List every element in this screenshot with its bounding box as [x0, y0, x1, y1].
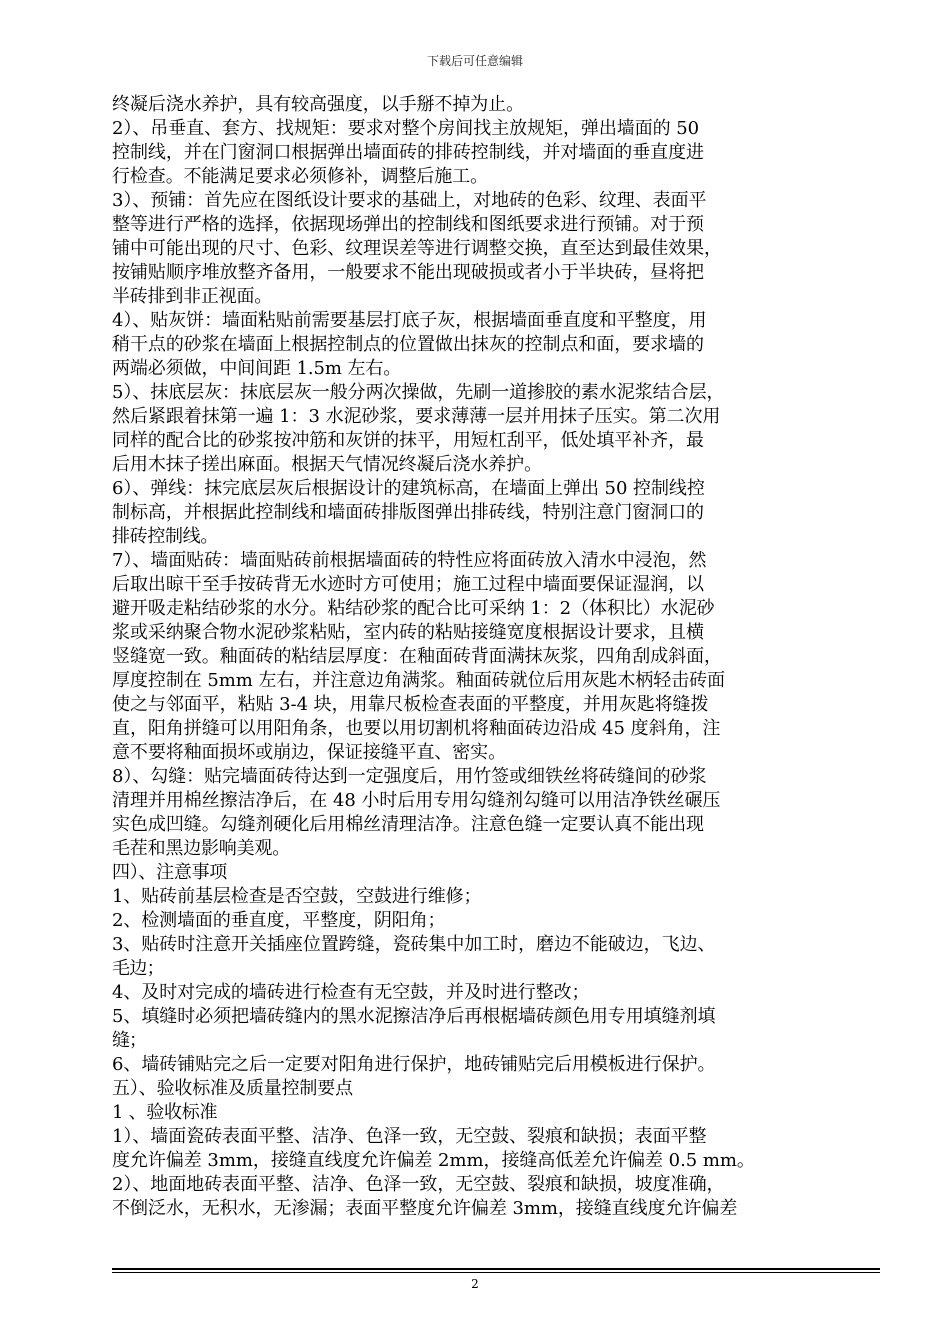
text-line: 1、贴砖前基层检查是否空鼓，空鼓进行维修； — [112, 886, 482, 907]
text-line: 避开吸走粘结砂浆的水分。粘结砂浆的配合比可采纳 1：2（体积比）水泥砂 — [112, 598, 715, 619]
text-line: 五）、验收标准及质量控制要点 — [112, 1078, 353, 1099]
text-line: 稍干点的砂浆在墙面上根据控制点的位置做出抹灰的控制点和面，要求墙的 — [112, 334, 704, 355]
text-line: 6）、弹线：抹完底层灰后根据设计的建筑标高，在墙面上弹出 50 控制线控 — [112, 478, 705, 499]
text-line: 浆或采纳聚合物水泥砂浆粘贴，室内砖的粘贴接缝宽度根据设计要求，且横 — [112, 622, 704, 643]
text-line: 毛茬和黑边影响美观。 — [112, 838, 290, 859]
text-line: 排砖控制线。 — [112, 526, 218, 547]
text-line: 实色成凹缝。勾缝剂硬化后用棉丝清理洁净。注意色缝一定要认真不能出现 — [112, 814, 704, 835]
page-header: 下载后可任意编辑 — [426, 54, 523, 68]
page-number: 2 — [471, 1277, 479, 1291]
text-line: 2）、地面地砖表面平整、洁净、色泽一致，无空鼓、裂痕和缺损，坡度准确， — [112, 1174, 725, 1195]
text-line: 竖缝宽一致。釉面砖的粘结层厚度：在釉面砖背面满抹灰浆，四角刮成斜面， — [112, 646, 722, 667]
text-line: 2、检测墙面的垂直度，平整度，阴阳角； — [112, 910, 446, 931]
text-line: 不倒泛水，无积水，无渗漏；表面平整度允许偏差 3mm，接缝直线度允许偏差 — [112, 1198, 738, 1219]
footer-rule-thin — [112, 1272, 880, 1273]
text-line: 整等进行严格的选择，依据现场弹出的控制线和图纸要求进行预铺。对于预 — [112, 214, 704, 235]
text-line: 后用木抹子搓出麻面。根据天气情况终凝后浇水养护。 — [112, 454, 542, 475]
text-line: 5、填缝时必须把墙砖缝内的黑水泥擦洁净后再根椐墙砖颜色用专用填缝剂填 — [112, 1006, 716, 1027]
text-line: 缝； — [112, 1030, 146, 1051]
text-line: 终凝后浇水养护，具有较高强度，以手掰不掉为止。 — [112, 94, 524, 115]
text-line: 4、及时对完成的墙砖进行检查有无空鼓，并及时进行整改； — [112, 982, 590, 1003]
text-line: 1）、墙面瓷砖表面平整、洁净、色泽一致，无空鼓、裂痕和缺损；表面平整 — [112, 1126, 707, 1147]
document-body — [112, 93, 882, 1221]
text-line: 3）、预铺：首先应在图纸设计要求的基础上，对地砖的色彩、纹理、表面平 — [112, 190, 707, 211]
text-line: 4）、贴灰饼：墙面粘贴前需要基层打底子灰，根据墙面垂直度和平整度，用 — [112, 310, 707, 331]
text-line: 制标高，并根据此控制线和墙面砖排版图弹出排砖线，特别注意门窗洞口的 — [112, 502, 704, 523]
text-line: 意不要将釉面损坏或崩边，保证接缝平直、密实。 — [112, 742, 506, 763]
text-line: 2）、吊垂直、套方、找规矩：要求对整个房间找主放规矩，弹出墙面的 50 — [112, 118, 700, 139]
text-line: 半砖排到非正视面。 — [112, 286, 272, 307]
text-line: 厚度控制在 5mm 左右，并注意边角满浆。釉面砖就位后用灰匙木柄轻击砖面 — [112, 670, 726, 691]
text-line: 直，阳角拼缝可以用阳角条，也要以用切割机将釉面砖边沿成 45 度斜角，注 — [112, 718, 721, 739]
text-line: 毛边； — [112, 958, 164, 979]
text-line: 铺中可能出现的尺寸、色彩、纹理误差等进行调整交换，直至达到最佳效果， — [112, 238, 722, 259]
text-line: 5）、抹底层灰：抹底层灰一般分两次操做，先刷一道掺胶的素水泥浆结合层， — [112, 382, 725, 403]
text-line: 同样的配合比的砂浆按冲筋和灰饼的抹平，用短杠刮平，低处填平补齐，最 — [112, 430, 704, 451]
text-line: 7）、墙面贴砖：墙面贴砖前根据墙面砖的特性应将面砖放入清水中浸泡，然 — [112, 550, 707, 571]
text-line: 清理并用棉丝擦洁净后，在 48 小时后用专用勾缝剂勾缝可以用洁净铁丝碾压 — [112, 790, 721, 811]
text-line: 按铺贴顺序堆放整齐备用，一般要求不能出现破损或者小于半块砖，昼将把 — [112, 262, 704, 283]
footer-rule-thick — [112, 1268, 880, 1270]
text-line: 后取出晾干至手按砖背无水迹时方可使用；施工过程中墙面要保证湿润，以 — [112, 574, 704, 595]
text-line: 然后紧跟着抹第一遍 1：3 水泥砂浆，要求薄薄一层并用抹子压实。第二次用 — [112, 406, 721, 427]
text-line: 8）、勾缝：贴完墙面砖待达到一定强度后，用竹签或细铁丝将砖缝间的砂浆 — [112, 766, 707, 787]
text-line: 四）、注意事项 — [112, 862, 227, 883]
text-line: 控制线，并在门窗洞口根据弹出墙面砖的排砖控制线，并对墙面的垂直度进 — [112, 142, 704, 163]
text-line: 度允许偏差 3mm，接缝直线度允许偏差 2mm，接缝高低差允许偏差 0.5 mm。 — [112, 1150, 755, 1171]
text-line: 1 、验收标准 — [112, 1102, 218, 1123]
text-line: 两端必须做，中间间距 1.5m 左右。 — [112, 358, 402, 379]
text-line: 6、墙砖铺贴完之后一定要对阳角进行保护，地砖铺贴完后用模板进行保护。 — [112, 1054, 716, 1075]
text-line: 行检查。不能满足要求必须修补，调整后施工。 — [112, 166, 488, 187]
text-line: 使之与邻面平，粘贴 3-4 块，用靠尺板检查表面的平整度，并用灰匙将缝拨 — [112, 694, 709, 715]
text-line: 3、贴砖时注意开关插座位置跨缝，瓷砖集中加工时，磨边不能破边，飞边、 — [112, 934, 716, 955]
